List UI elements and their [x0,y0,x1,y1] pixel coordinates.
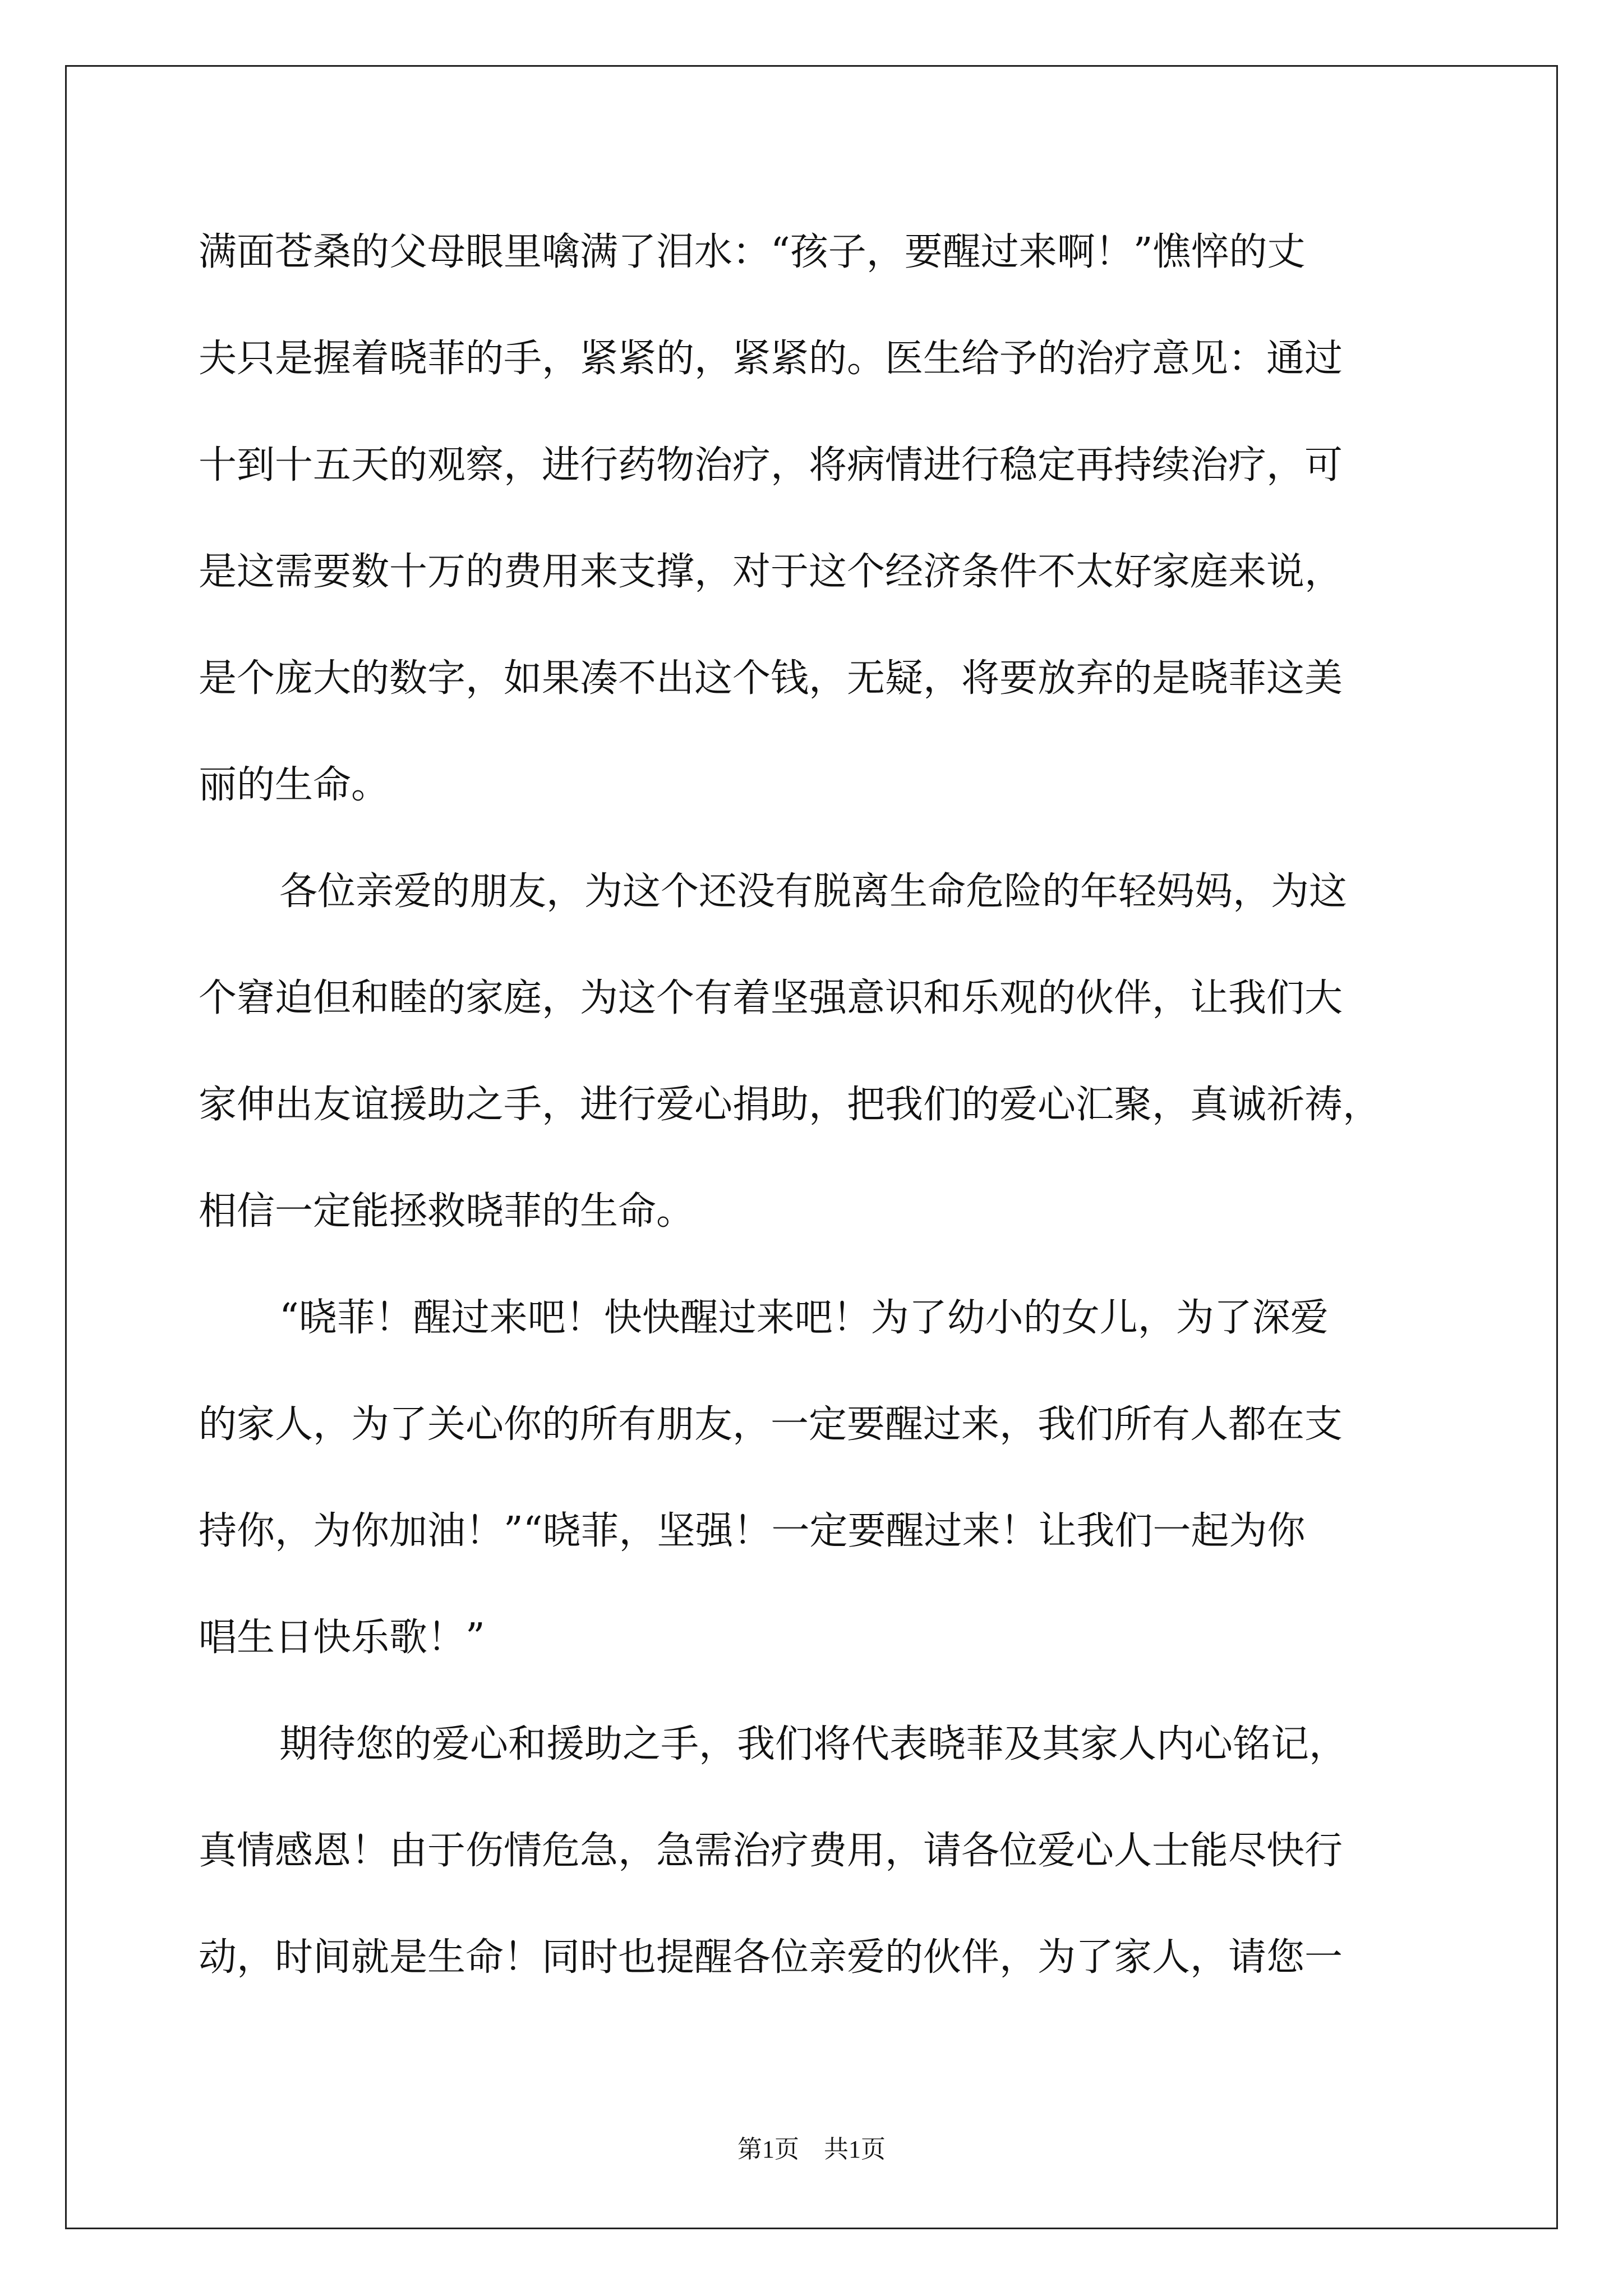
text-line: 家伸出友谊援助之手，进行爱心捐助，把我们的爱心汇聚，真诚祈祷， [199,1083,1381,1127]
text-line: 夫只是握着晓菲的手，紧紧的，紧紧的。医生给予的治疗意见：通过 [199,337,1343,381]
text-line: 满面苍桑的父母眼里噙满了泪水：“孩子，要醒过来啊！”憔悴的丈 [199,230,1306,274]
text-line: 动，时间就是生命！同时也提醒各位亲爱的伙伴，为了家人，请您一 [199,1935,1343,1980]
text-line: 相信一定能拯救晓菲的生命。 [199,1189,695,1234]
text-line: 丽的生命。 [199,763,390,807]
text-line: 是这需要数十万的费用来支撑，对于这个经济条件不太好家庭来说， [199,550,1343,594]
page-number-footer: 第1页 共1页 [737,2136,886,2163]
text-line: “晓菲！醒过来吧！快快醒过来吧！为了幼小的女儿，为了深爱 [279,1296,1329,1340]
text-line: 是个庞大的数字，如果凑不出这个钱，无疑，将要放弃的是晓菲这美 [199,656,1343,701]
text-line: 期待您的爱心和援助之手，我们将代表晓菲及其家人内心铭记， [279,1722,1348,1766]
text-line: 唱生日快乐歌！” [199,1616,485,1660]
text-line: 十到十五天的观察，进行药物治疗，将病情进行稳定再持续治疗，可 [199,443,1343,487]
text-line: 各位亲爱的朋友，为这个还没有脱离生命危险的年轻妈妈，为这 [279,869,1348,914]
text-line: 个窘迫但和睦的家庭，为这个有着坚强意识和乐观的伙伴，让我们大 [199,976,1343,1020]
text-line: 真情感恩！由于伤情危急，急需治疗费用，请各位爱心人士能尽快行 [199,1829,1343,1873]
text-line: 持你，为你加油！”“晓菲，坚强！一定要醒过来！让我们一起为你 [199,1509,1306,1553]
text-line: 的家人，为了关心你的所有朋友，一定要醒过来，我们所有人都在支 [199,1402,1343,1447]
